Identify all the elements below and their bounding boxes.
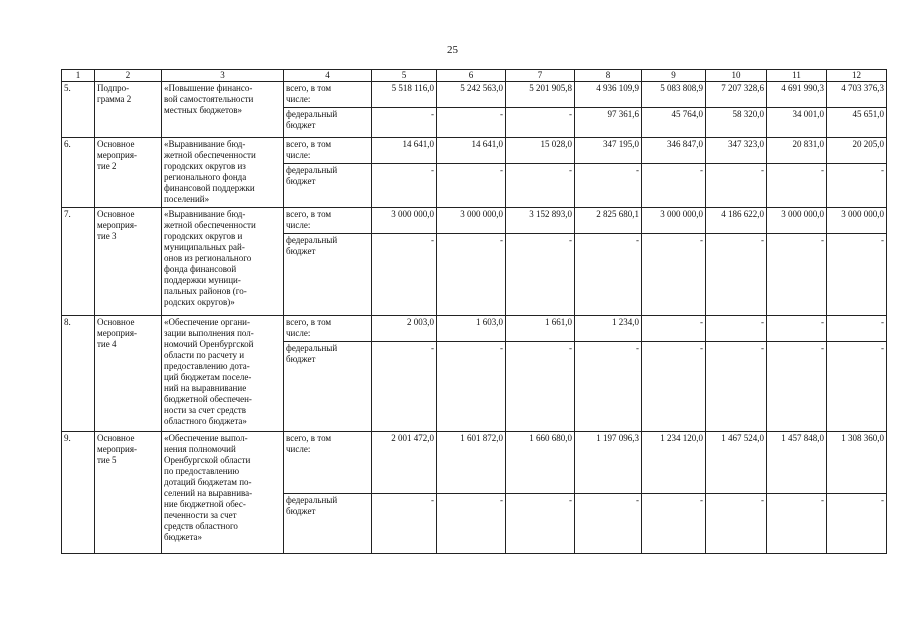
- federal-value: -: [642, 164, 706, 208]
- federal-value: -: [575, 164, 642, 208]
- federal-value: -: [506, 108, 575, 138]
- total-value: 5 242 563,0: [437, 82, 506, 108]
- federal-value: -: [372, 234, 437, 316]
- federal-value: -: [767, 494, 827, 554]
- federal-label: федеральный бюджет: [284, 108, 372, 138]
- total-value: 3 000 000,0: [767, 208, 827, 234]
- item-type: Подпро- грамма 2: [95, 82, 162, 138]
- federal-label: федеральный бюджет: [284, 342, 372, 432]
- total-value: 2 001 472,0: [372, 432, 437, 494]
- table-row-total: [62, 432, 887, 494]
- total-value: 346 847,0: [642, 138, 706, 164]
- total-label: всего, в том числе:: [284, 138, 372, 164]
- federal-value: -: [767, 234, 827, 316]
- total-label: всего, в том числе:: [284, 432, 372, 494]
- federal-value: -: [706, 494, 767, 554]
- federal-value: 34 001,0: [767, 108, 827, 138]
- total-value: 3 000 000,0: [642, 208, 706, 234]
- total-label: всего, в том числе:: [284, 316, 372, 342]
- federal-value: -: [506, 494, 575, 554]
- federal-value: -: [642, 234, 706, 316]
- federal-label: федеральный бюджет: [284, 164, 372, 208]
- table-row-total: [62, 138, 887, 164]
- total-value: 4 691 990,3: [767, 82, 827, 108]
- federal-value: 97 361,6: [575, 108, 642, 138]
- total-value: 3 152 893,0: [506, 208, 575, 234]
- row-number: 8.: [62, 316, 95, 432]
- total-value: 2 825 680,1: [575, 208, 642, 234]
- total-value: -: [642, 316, 706, 342]
- total-value: -: [827, 316, 887, 342]
- row-number: 6.: [62, 138, 95, 208]
- federal-value: -: [372, 494, 437, 554]
- federal-value: -: [372, 164, 437, 208]
- federal-value: -: [575, 494, 642, 554]
- item-name: «Обеспечение органи- зации выполнения пол- номочий Оренбургской области по расчету и предоставлению дота- ций бюджетам поселе- ний на выравнивание бюджетной обеспечен- ности за счет средств областного бюджета»: [162, 316, 284, 432]
- column-number-header: 4: [284, 70, 372, 82]
- total-value: 1 234,0: [575, 316, 642, 342]
- total-value: 5 201 905,8: [506, 82, 575, 108]
- total-value: 15 028,0: [506, 138, 575, 164]
- federal-value: -: [827, 234, 887, 316]
- federal-value: -: [506, 164, 575, 208]
- federal-label: федеральный бюджет: [284, 234, 372, 316]
- federal-value: -: [437, 164, 506, 208]
- row-number: 9.: [62, 432, 95, 554]
- item-type: Основное мероприя- тие 3: [95, 208, 162, 316]
- federal-value: -: [437, 108, 506, 138]
- total-value: 14 641,0: [437, 138, 506, 164]
- total-value: 1 457 848,0: [767, 432, 827, 494]
- total-value: -: [767, 316, 827, 342]
- total-value: 2 003,0: [372, 316, 437, 342]
- federal-value: -: [642, 494, 706, 554]
- column-numbers-row: [62, 70, 887, 82]
- row-number: 5.: [62, 82, 95, 138]
- total-value: 4 703 376,3: [827, 82, 887, 108]
- total-value: 347 195,0: [575, 138, 642, 164]
- federal-value: -: [827, 494, 887, 554]
- federal-value: 45 651,0: [827, 108, 887, 138]
- federal-value: -: [506, 234, 575, 316]
- item-type: Основное мероприя- тие 4: [95, 316, 162, 432]
- federal-value: -: [767, 342, 827, 432]
- total-value: 4 936 109,9: [575, 82, 642, 108]
- total-value: 1 601 872,0: [437, 432, 506, 494]
- total-value: 1 660 680,0: [506, 432, 575, 494]
- total-value: 347 323,0: [706, 138, 767, 164]
- total-label: всего, в том числе:: [284, 82, 372, 108]
- total-value: 4 186 622,0: [706, 208, 767, 234]
- total-value: 1 661,0: [506, 316, 575, 342]
- total-value: 3 000 000,0: [437, 208, 506, 234]
- column-number-header: 10: [706, 70, 767, 82]
- total-value: 1 197 096,3: [575, 432, 642, 494]
- federal-value: -: [506, 342, 575, 432]
- budget-table: [61, 69, 887, 554]
- federal-value: -: [827, 342, 887, 432]
- item-type: Основное мероприя- тие 5: [95, 432, 162, 554]
- total-value: 3 000 000,0: [827, 208, 887, 234]
- total-label: всего, в том числе:: [284, 208, 372, 234]
- total-value: 1 603,0: [437, 316, 506, 342]
- federal-value: -: [767, 164, 827, 208]
- federal-value: -: [372, 108, 437, 138]
- federal-label: федеральный бюджет: [284, 494, 372, 554]
- federal-value: -: [437, 234, 506, 316]
- item-name: «Обеспечение выпол- нения полномочий Оренбургской области по предоставлению дотаций бюджетам по- селений на выравнива- ние бюджетной обес- печенности за счет средств областного бюджета»: [162, 432, 284, 554]
- federal-value: -: [706, 234, 767, 316]
- column-number-header: 12: [827, 70, 887, 82]
- federal-value: -: [372, 342, 437, 432]
- column-number-header: 2: [95, 70, 162, 82]
- federal-value: 45 764,0: [642, 108, 706, 138]
- total-value: 5 518 116,0: [372, 82, 437, 108]
- column-number-header: 3: [162, 70, 284, 82]
- item-name: «Выравнивание бюд- жетной обеспеченности городских округов из регионального фонда финансовой поддержки поселений»: [162, 138, 284, 208]
- federal-value: -: [575, 234, 642, 316]
- federal-value: 58 320,0: [706, 108, 767, 138]
- table-row-total: [62, 208, 887, 234]
- federal-value: -: [642, 342, 706, 432]
- page-number: 25: [447, 44, 458, 56]
- federal-value: -: [575, 342, 642, 432]
- column-number-header: 5: [372, 70, 437, 82]
- total-value: 14 641,0: [372, 138, 437, 164]
- column-number-header: 7: [506, 70, 575, 82]
- column-number-header: 1: [62, 70, 95, 82]
- total-value: -: [706, 316, 767, 342]
- row-number: 7.: [62, 208, 95, 316]
- total-value: 7 207 328,6: [706, 82, 767, 108]
- total-value: 5 083 808,9: [642, 82, 706, 108]
- total-value: 20 831,0: [767, 138, 827, 164]
- total-value: 1 308 360,0: [827, 432, 887, 494]
- item-name: «Выравнивание бюд- жетной обеспеченности городских округов и муниципальных рай- онов из регионального фонда финансовой поддержки муници- пальных районов (го- родских округов)»: [162, 208, 284, 316]
- column-number-header: 8: [575, 70, 642, 82]
- total-value: 3 000 000,0: [372, 208, 437, 234]
- federal-value: -: [706, 164, 767, 208]
- item-type: Основное мероприя- тие 2: [95, 138, 162, 208]
- column-number-header: 9: [642, 70, 706, 82]
- column-number-header: 11: [767, 70, 827, 82]
- total-value: 1 234 120,0: [642, 432, 706, 494]
- federal-value: -: [827, 164, 887, 208]
- federal-value: -: [706, 342, 767, 432]
- federal-value: -: [437, 342, 506, 432]
- item-name: «Повышение финансо- вой самостоятельности местных бюджетов»: [162, 82, 284, 138]
- table-row-total: [62, 82, 887, 108]
- total-value: 20 205,0: [827, 138, 887, 164]
- column-number-header: 6: [437, 70, 506, 82]
- total-value: 1 467 524,0: [706, 432, 767, 494]
- federal-value: -: [437, 494, 506, 554]
- table-row-total: [62, 316, 887, 342]
